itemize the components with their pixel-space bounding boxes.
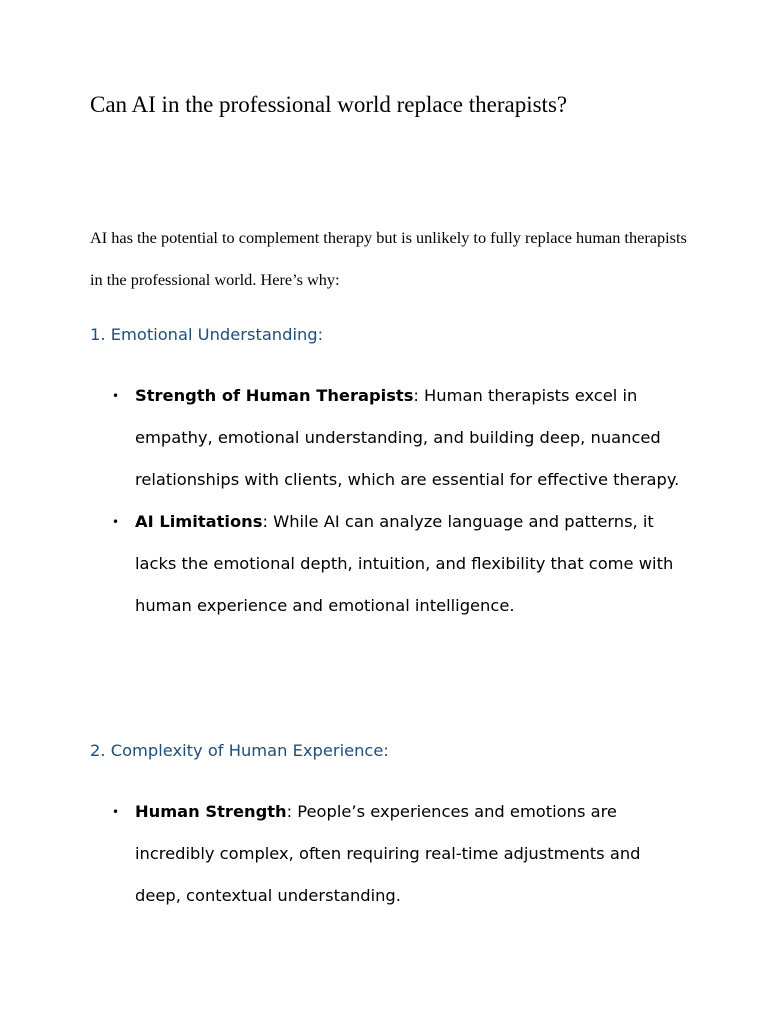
bullet-text: : Human therapists excel in empathy, emotional understanding, and building deep, nuanced relationships with clients, which are essential for effective therapy.: [135, 386, 680, 489]
section-heading-emotional-understanding: 1. Emotional Understanding:: [90, 325, 324, 344]
bullet-text: : People’s experiences and emotions are incredibly complex, often requiring real-time adjustments and deep, contextual understanding.: [135, 802, 641, 905]
bullet-icon: •: [112, 389, 120, 403]
bullet-list-complexity-of-human-experience: [0, 791, 768, 917]
intro-paragraph: AI has the potential to complement therapy but is unlikely to fully replace human therapists in the professional world. Here’s why:: [90, 228, 687, 289]
section-heading-complexity-of-human-experience: 2. Complexity of Human Experience:: [90, 741, 389, 760]
document-title: Can AI in the professional world replace therapists?: [90, 92, 568, 117]
bullet-term: AI Limitations: [135, 512, 263, 531]
bullet-list-emotional-understanding: [0, 375, 768, 627]
list-item: [112, 375, 683, 501]
bullet-icon: •: [112, 805, 120, 819]
bullet-text: : While AI can analyze language and patterns, it lacks the emotional depth, intuition, and flexibility that come with human experience and emotional intelligence.: [135, 512, 674, 615]
bullet-icon: •: [112, 515, 120, 529]
bullet-term: Strength of Human Therapists: [135, 386, 414, 405]
bullet-term: Human Strength: [135, 802, 287, 821]
list-item: [112, 501, 683, 627]
list-item: [112, 791, 683, 917]
